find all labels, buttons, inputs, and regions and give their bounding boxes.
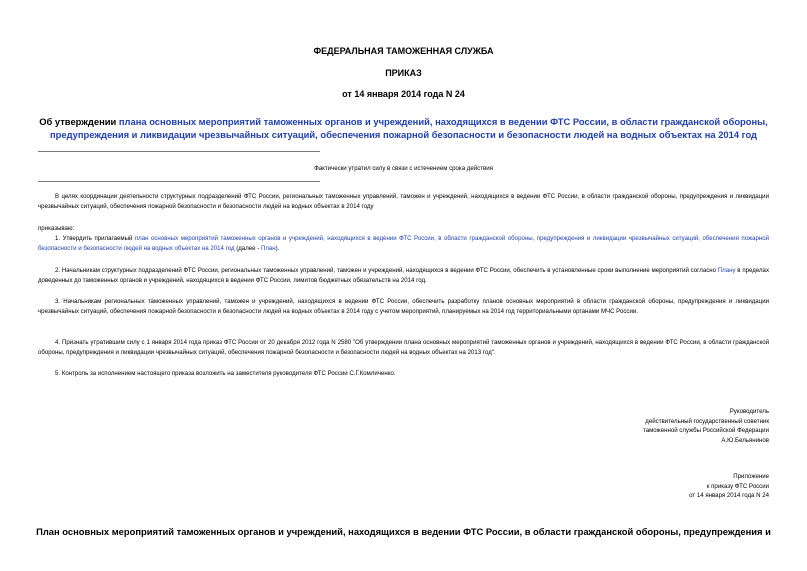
signature-position: Руководитель xyxy=(729,408,769,415)
signature-service: таможенной службы Российской Федерации xyxy=(643,427,769,435)
item-2 xyxy=(38,266,769,285)
item-2-suffix: в пределах доведенных до таможенных органов и учреждений, находящихся в ведении ФТС России, лимитов бюджетных обязательств на 2014 год. xyxy=(38,267,769,284)
order-word: приказываю: xyxy=(38,225,75,232)
signature-rank: действительный государственный советник xyxy=(645,417,769,425)
item-2-prefix: 2. Начальникам структурных подразделений ФТС России, региональных таможенных управлений, таможен и учреждений, находящихся в ведении ФТС России, обеспечить в установленные сроки выполнение мероприятий согласно xyxy=(55,267,718,274)
doc-type: ПРИКАЗ xyxy=(385,68,422,78)
item-1-plan-short-link[interactable]: План xyxy=(260,244,276,252)
agency-name: ФЕДЕРАЛЬНАЯ ТАМОЖЕННАЯ СЛУЖБА xyxy=(313,46,494,56)
signature-name: А.Ю.Бельянинов xyxy=(721,436,769,444)
doc-date: от 14 января 2014 года N 24 xyxy=(342,89,465,99)
item-2-plan-link[interactable]: Плану xyxy=(717,267,736,274)
appendix-date: от 14 января 2014 года N 24 xyxy=(689,492,769,500)
signature-block xyxy=(643,407,769,445)
item-1-plan-link[interactable]: план основных мероприятий таможенных органов и учреждений, находящихся в ведении ФТС России, в области гражданской обороны, предупреждения и ликвидации чрезвычайных ситуаций, обеспечения пожарной безопасности и безопасности людей на водных объектах на 2014 год xyxy=(38,235,769,252)
item-1-prefix: 1. Утвердить прилагаемый xyxy=(55,235,135,242)
appendix-label: Приложение xyxy=(733,473,769,480)
title-link-line2[interactable]: предупреждения и ликвидации чрезвычайных ситуаций, обеспечения пожарной безопасности и безопасности людей на водных объектах на 2014 год xyxy=(49,129,758,140)
appendix-block xyxy=(689,472,769,501)
appendix-plan-title: План основных мероприятий таможенных органов и учреждений, находящихся в ведении ФТС России, в области гражданской обороны, предупреждения и xyxy=(36,526,771,537)
item-5: 5. Контроль за исполнением настоящего приказа возложить на заместителя руководителя ФТС России С.Г.Комличенко. xyxy=(55,370,396,377)
item-1-suffix-a: (далее - xyxy=(234,244,261,252)
doc-title xyxy=(0,115,807,141)
title-prefix: Об утверждении xyxy=(39,116,119,127)
appendix-ref: к приказу ФТС России xyxy=(706,482,769,490)
item-1-suffix-b: ). xyxy=(275,244,280,252)
title-link-line1[interactable]: плана основных мероприятий таможенных органов и учреждений, находящихся в ведении ФТС России, в области гражданской обороны, xyxy=(118,116,768,127)
preamble: В целях координации деятельности структурных подразделений ФТС России, региональных таможенных управлений, таможен и учреждений, находящихся в ведении ФТС России, в области гражданской обороны, предупреждения и ликвидации чрезвычайных ситуаций, обеспечения пожарной безопасности и безопасности людей на водных объектах в 2014 году xyxy=(38,193,769,210)
item-1 xyxy=(38,234,769,253)
item-4: 4. Признать утратившим силу с 1 января 2014 года приказ ФТС России от 20 декабря 2012 года N 2580 "Об утверждении плана основных мероприятий таможенных органов и учреждений, находящихся в ведении ФТС России, в области гражданской обороны, предупреждения и ликвидации чрезвычайных ситуаций, обеспечения пожарной безопасности и безопасности людей на водных объектах на 2013 год". xyxy=(38,339,769,356)
top-divider xyxy=(38,151,320,152)
status-note: Фактически утратил силу в связи с истечением срока действия xyxy=(314,165,493,172)
item-3: 3. Начальникам региональных таможенных управлений, таможен и учреждений, находящихся в ведении ФТС России, обеспечить разработку планов основных мероприятий в области гражданской обороны, предупреждения и ликвидации чрезвычайных ситуаций, обеспечения пожарной безопасности и безопасности людей на водных объектах в 2014 году с учетом мероприятий, планируемых на 2014 год территориальными органами МЧС России. xyxy=(38,298,769,315)
bottom-divider xyxy=(38,181,320,182)
